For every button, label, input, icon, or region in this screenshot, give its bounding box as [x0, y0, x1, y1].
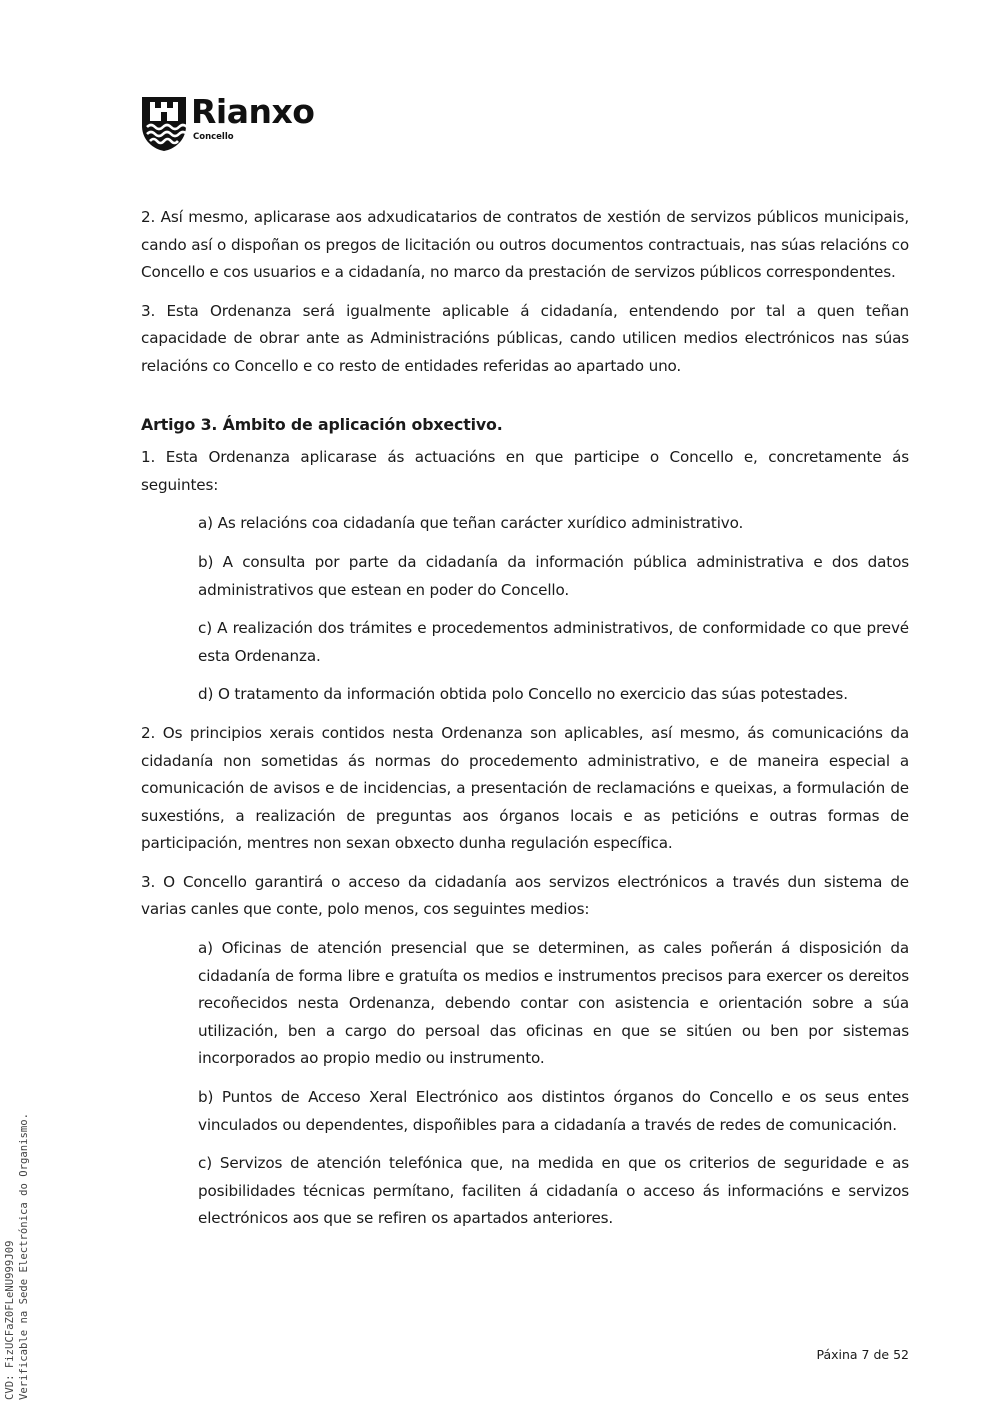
- list-item: d) O tratamento da información obtida polo Concello no exercicio das súas potestades.: [198, 685, 848, 704]
- list-item: b) Puntos de Acceso Xeral Electrónico aos distintos órganos do Concello e os seus entes vinculados ou dependentes, dispoñibles para a cidadanía a través de redes de comunicación.: [198, 1088, 909, 1134]
- list-item: a) Oficinas de atención presencial que se determinen, as cales poñerán á disposición da cidadanía de forma libre e gratuíta os medios e instrumentos precisos para exercer os dereitos recoñecidos nesta Ordenanza, debendo contar con asistencia e orientación sobre a súa utilización, ben a cargo do persoal das oficinas en que se sitúen ou ben por sistemas incorporados ao propio medio ou instrumento.: [198, 939, 909, 1068]
- logo-name: Rianxo: [191, 92, 315, 131]
- page-number: Páxina 7 de 52: [816, 1347, 909, 1362]
- list-item: c) A realización dos trámites e procedementos administrativos, de conformidade co que prevé esta Ordenanza.: [198, 619, 909, 665]
- paragraph: 2. Os principios xerais contidos nesta Ordenanza son aplicables, así mesmo, ás comunicacións da cidadanía non sometidas ás normas do procedemento administrativo, e de maneira especial a comunicación de avisos e de incidencias, a presentación de reclamacións e queixas, a formulación de suxestións, a realización de preguntas aos órganos locais e as peticións e outras formas de participación, mentres non sexan obxecto dunha regulación específica.: [141, 723, 909, 853]
- article-heading: Artigo 3. Ámbito de aplicación obxectivo.: [141, 414, 503, 434]
- logo-subtitle: Concello: [193, 132, 234, 142]
- paragraph: 1. Esta Ordenanza aplicarase ás actuacións en que participe o Concello e, concretamente ás seguintes:: [141, 448, 909, 494]
- list-item: a) As relacións coa cidadanía que teñan carácter xurídico administrativo.: [198, 514, 744, 533]
- rianxo-logo: [141, 92, 351, 154]
- shield-emblem-icon: [141, 96, 187, 152]
- list-item: b) A consulta por parte da cidadanía da información pública administrativa e dos datos administrativos que estean en poder do Concello.: [198, 552, 909, 599]
- list-item: c) Servizos de atención telefónica que, na medida en que os criterios de seguridade e as posibilidades técnicas permítano, faciliten á cidadanía o acceso ás informacións e servizos electrónicos aos que se refiren os apartados anteriores.: [198, 1154, 909, 1228]
- verification-code-line: CVD: FizUCFaZ0FLeNU999J09: [4, 1240, 16, 1400]
- document-body: [141, 204, 909, 1244]
- paragraph: 2. Así mesmo, aplicarase aos adxudicatarios de contratos de xestión de servizos públicos municipais, cando así o dispoñan os pregos de licitación ou outros documentos contractuais, nas súas relacións co Concello e cos usuarios e a cidadanía, no marco da prestación de servizos públicos correspondentes.: [141, 208, 909, 282]
- paragraph: 3. Esta Ordenanza será igualmente aplicable á cidadanía, entendendo por tal a quen teñan capacidade de obrar ante as Administracións públicas, cando utilicen medios electrónicos nas súas relacións co Concello e co resto de entidades referidas ao apartado uno.: [141, 301, 909, 375]
- verification-code: [3, 1113, 31, 1400]
- verification-note-line: Verificable na Sede Electrónica do Organismo.: [18, 1112, 30, 1400]
- paragraph: 3. O Concello garantirá o acceso da cidadanía aos servizos electrónicos a través dun sistema de varias canles que conte, polo menos, cos seguintes medios:: [141, 872, 909, 919]
